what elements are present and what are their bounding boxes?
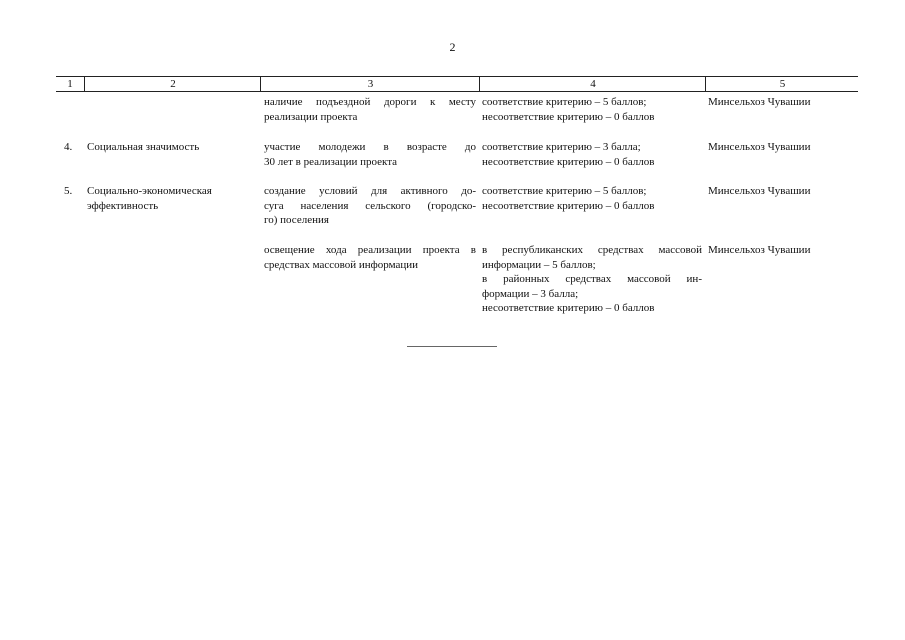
indicator-cell: участие молодежи в возрасте до 30 лет в реализации проекта	[264, 141, 476, 168]
source-cell: Минсельхоз Чувашии	[708, 244, 811, 256]
row-number: 5.	[64, 185, 73, 197]
source-cell: Минсельхоз Чувашии	[708, 96, 811, 108]
scoring-cell: в республиканских средствах массовой информации – 5 баллов; в районных средствах массовой ин- формации – 3 балла; несоответствие критерию – 0 баллов	[482, 244, 702, 314]
table-header	[56, 76, 858, 92]
scoring-cell: соответствие критерию – 5 баллов; несоответствие критерию – 0 баллов	[482, 185, 655, 212]
end-of-document-rule	[407, 346, 497, 347]
page-number: 2	[449, 40, 456, 54]
row-number: 4.	[64, 141, 73, 153]
header-col-4: 4	[479, 77, 706, 91]
indicator-cell: наличие подъездной дороги к месту реализации проекта	[264, 96, 476, 123]
source-cell: Минсельхоз Чувашии	[708, 141, 811, 153]
scoring-cell: соответствие критерию – 5 баллов; несоответствие критерию – 0 баллов	[482, 96, 655, 123]
table-row	[56, 95, 858, 140]
criterion-cell: Социально-экономическая эффективность	[87, 185, 212, 212]
header-col-5: 5	[705, 77, 859, 91]
scoring-cell: соответствие критерию – 3 балла; несоответствие критерию – 0 баллов	[482, 141, 655, 168]
criteria-table	[56, 76, 858, 323]
header-col-3: 3	[260, 77, 480, 91]
indicator-cell: освещение хода реализации проекта в средствах массовой информации	[264, 244, 476, 271]
header-col-2: 2	[84, 77, 261, 91]
indicator-cell: создание условий для активного до- суга населения сельского (городско- го) поселения	[264, 185, 476, 226]
criterion-cell: Социальная значимость	[87, 141, 200, 153]
table-row	[56, 243, 858, 323]
header-col-1: 1	[67, 78, 73, 90]
table-row	[56, 140, 858, 184]
table-row	[56, 184, 858, 243]
source-cell: Минсельхоз Чувашии	[708, 185, 811, 197]
